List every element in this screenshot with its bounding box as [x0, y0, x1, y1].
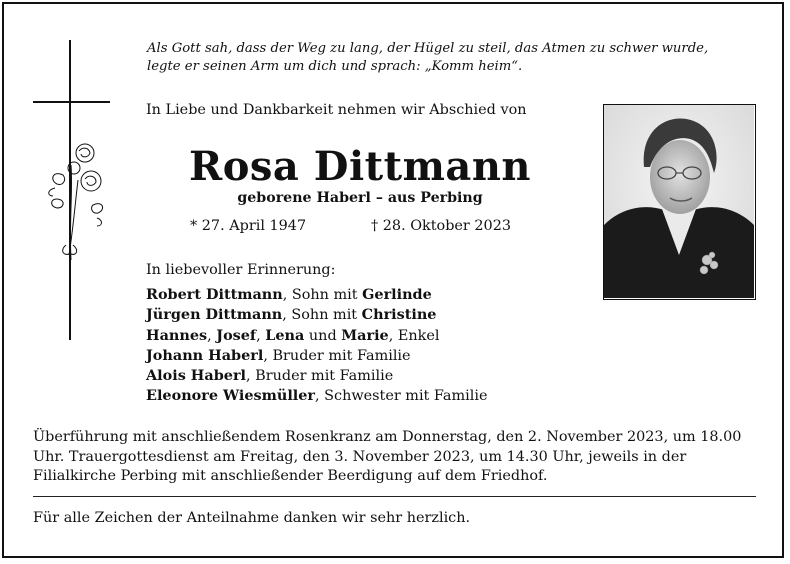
mourner-relation: , Bruder mit Familie	[263, 347, 411, 364]
mourner-relation: und	[304, 327, 342, 344]
mourner-name: Jürgen Dittmann	[146, 306, 283, 324]
mourner-relation: , Sohn mit	[282, 307, 362, 324]
mourner-relation: , Sohn mit	[282, 287, 363, 303]
mourner-line	[146, 346, 487, 366]
mourner-name: Johann Haberl	[146, 346, 264, 364]
mourner-name: Hannes	[146, 326, 208, 344]
birth-date: * 27. April 1947	[190, 218, 307, 234]
memory-heading: In liebevoller Erinnerung:	[146, 262, 336, 278]
mourner-line	[146, 305, 487, 325]
intro-text: In Liebe und Dankbarkeit nehmen wir Abschied von	[146, 102, 527, 118]
divider	[33, 496, 756, 497]
motto	[147, 40, 708, 76]
portrait-photo	[603, 104, 756, 300]
mourner-line	[146, 326, 487, 346]
mourner-name: Christine	[361, 306, 437, 324]
mourner-name: Marie	[341, 326, 389, 344]
mourner-name: Robert Dittmann	[146, 286, 283, 303]
mourner-relation: ,	[256, 327, 266, 344]
mourner-line	[146, 285, 487, 305]
mourner-name: Gerlinde	[362, 286, 432, 303]
mourner-name: Alois Haberl	[146, 367, 246, 385]
mourner-line	[146, 386, 487, 406]
motto-line: Als Gott sah, dass der Weg zu lang, der Hügel zu steil, das Atmen zu schwer wurde,	[147, 41, 709, 56]
thanks-note: Für alle Zeichen der Anteilnahme danken wir sehr herzlich.	[33, 510, 471, 526]
deceased-name: Rosa Dittmann	[188, 143, 532, 190]
mourner-relation: , Enkel	[388, 327, 440, 344]
birth-name-origin: geborene Haberl – aus Perbing	[237, 190, 483, 206]
mourner-relation: , Bruder mit Familie	[246, 368, 394, 385]
mourner-name: Eleonore Wiesmüller	[146, 387, 315, 405]
mourner-name: Josef	[216, 326, 257, 344]
mourner-relation: , Schwester mit Familie	[315, 388, 488, 405]
mourner-relation: ,	[207, 327, 217, 344]
mourner-list	[146, 285, 487, 407]
death-date: † 28. Oktober 2023	[371, 218, 511, 234]
motto-line: legte er seinen Arm um dich und sprach: „Komm heim“.	[147, 59, 523, 74]
mourner-line	[146, 366, 487, 386]
mourner-name: Lena	[265, 326, 305, 344]
funeral-details: Überführung mit anschließendem Rosenkranz am Donnerstag, den 2. November 2023, um 18.00 Uhr. Trauergottesdienst am Freitag, den 3. November 2023, um 14.30 Uhr, jeweils in der Filialkirche Perbing mit anschließender Beerdigung auf dem Friedhof.	[33, 429, 742, 484]
